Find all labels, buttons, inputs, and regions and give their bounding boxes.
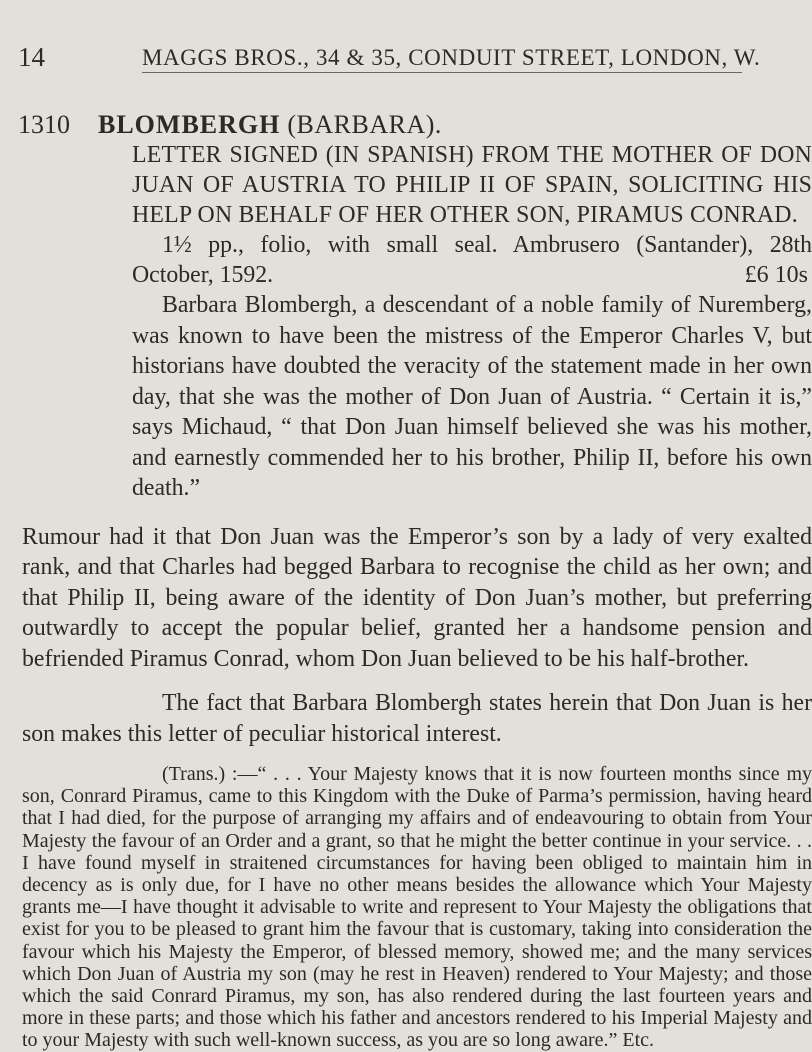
author-forename: (BARBARA).: [287, 110, 442, 139]
page-number: 14: [18, 42, 45, 72]
description-paragraph-3: The fact that Barbara Blombergh states herein that Don Juan is her son makes this letter of peculiar historical interest.: [22, 690, 812, 747]
author-surname: BLOMBERGH: [98, 110, 281, 139]
paragraph-gap: [132, 674, 812, 688]
entry-author: [98, 110, 442, 140]
translation-paragraph: (Trans.) :—“ . . . Your Majesty knows that it is now fourteen months since my son, Conrard Piramus, came to this Kingdom with the Duke of Parma’s permission, having heard that I had died, for the purpose of arranging my affairs and of endeavouring to obtain from Your Majesty the favour of an Order and a grant, so that he might the better continue in your service. . . I have found myself in straitened circumstances for having been obliged to maintain him in decency as is only due, for I have no other means besides the allowance which Your Majesty grants me—I have thought it advisable to write and represent to Your Majesty the obligations that exist for you to be pleased to grant him the favour that is customary, taking into consideration the favour which his Majesty the Emperor, of blessed memory, showed me; and the many services which Don Juan of Austria my son (may he rest in Heaven) rendered to Your Majesty; and those which the said Conrard Piramus, my son, has also rendered during the last fourteen years and more in these parts; and those which his father and ancestors rendered to his Imperial Majesty and to your Majesty with such well-known success, as you are so long aware.” Etc.: [22, 763, 812, 1052]
description-paragraph-1: Barbara Blombergh, a descendant of a noble family of Nuremberg, was known to have been the mistress of the Emperor Charles V, but historians have doubted the veracity of the statement made in her own day, that she was the mother of Don Juan of Austria. “ Certain it is,” says Michaud, “ that Don Juan himself believed she was his mother, and earnestly commended her to his brother, Philip II, before his own death.”: [132, 292, 812, 501]
paragraph-gap: [132, 504, 812, 522]
entry-body: [22, 140, 812, 1052]
paragraph-gap: [132, 749, 812, 763]
entry-price: £6 10s: [744, 262, 808, 288]
entry-number: 1310: [18, 110, 70, 139]
header-rule: [142, 72, 742, 73]
entry-title: LETTER SIGNED (IN SPANISH) FROM THE MOTHER OF DON JUAN OF AUSTRIA TO PHILIP II OF SPAIN, SOLICITING HIS HELP ON BEHALF OF HER OTHER SON, PIRAMUS CONRAD.: [132, 142, 812, 228]
running-head-title: MAGGS BROS., 34 & 35, CONDUIT STREET, LONDON, W.: [142, 45, 761, 70]
running-head: [0, 0, 800, 74]
description-paragraph-2: Rumour had it that Don Juan was the Emperor’s son by a lady of very exalted rank, and that Charles had begged Barbara to recognise the child as her own; and that Philip II, being aware of the identity of Don Juan’s mother, but preferring outwardly to accept the popular belief, granted her a handsome pension and befriended Piramus Conrad, whom Don Juan believed to be his half-brother.: [22, 523, 812, 672]
collation-text: 1½ pp., folio, with small seal. Ambrusero (Santander), 28th October, 1592.: [132, 232, 812, 288]
entry-collation: [132, 230, 812, 290]
